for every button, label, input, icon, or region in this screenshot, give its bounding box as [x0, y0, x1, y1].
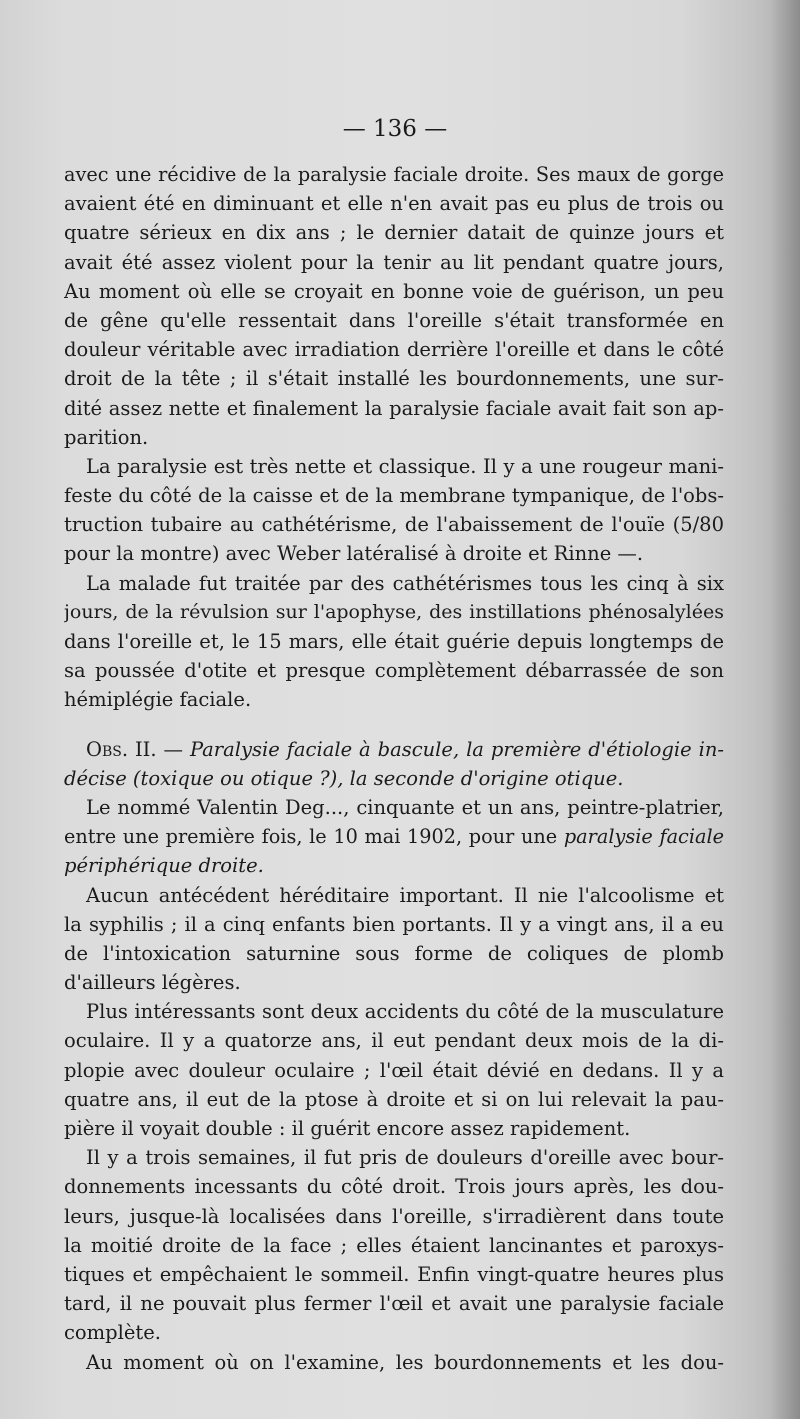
text-line: donnements incessants du côté droit. Trois jours après, les dou-	[64, 1175, 724, 1199]
text-line: quatre sérieux en dix ans ; le dernier datait de quinze jours et	[64, 221, 724, 245]
text-line: leurs, jusque-là localisées dans l'oreille, s'irradièrent dans toute	[64, 1204, 724, 1228]
text-line: tard, il ne pouvait plus fermer l'œil et avait une paralysie faciale	[64, 1292, 724, 1316]
text-line: truction tubaire au cathétérisme, de l'abaissement de l'ouïe (5/80	[64, 513, 724, 537]
text-line: pour la montre) avec Weber latéralisé à droite et Rinne —.	[64, 542, 644, 566]
text-line: d'ailleurs légères.	[64, 971, 241, 995]
observation-dash: —	[156, 737, 190, 761]
text-line: Au moment où elle se croyait en bonne voie de guérison, un peu	[64, 279, 724, 303]
text-line: quatre ans, il eut de la ptose à droite et si on lui relevait la pau-	[64, 1087, 724, 1111]
text-line: la syphilis ; il a cinq enfants bien portants. Il y a vingt ans, il a eu	[64, 912, 724, 936]
text-line: plopie avec douleur oculaire ; l'œil était dévié en dedans. Il y a	[64, 1058, 724, 1082]
text-line: avait été assez violent pour la tenir au lit pendant quatre jours,	[64, 250, 724, 274]
paragraph-gap	[64, 715, 724, 735]
observation-label: Obs. II.	[86, 737, 157, 761]
text-line: tiques et empêchaient le sommeil. Enfin vingt-quatre heures plus	[64, 1262, 724, 1286]
diagnosis-italic: paralysie faciale	[563, 825, 724, 849]
page-number: — 136 —	[342, 116, 448, 142]
text-segment: entre une première fois, le 10 mai 1902, pour une	[64, 825, 564, 849]
observation-title-cont: décise (toxique ou otique ?), la seconde d'origine otique.	[64, 766, 624, 790]
text-line: Aucun antécédent héréditaire important. Il nie l'alcoolisme et	[86, 883, 724, 907]
observation-heading	[64, 735, 724, 764]
observation-title: Paralysie faciale à bascule, la première d'étiologie in-	[189, 737, 724, 761]
text-line: complète.	[64, 1321, 161, 1345]
text-line: de gêne qu'elle ressentait dans l'oreille s'était transformée en	[64, 308, 724, 332]
text-line: avaient été en diminuant et elle n'en avait pas eu plus de trois ou	[64, 192, 724, 216]
text-line: Plus intéressants sont deux accidents du côté de la musculature	[86, 1000, 724, 1024]
text-line: hémiplégie faciale.	[64, 688, 252, 712]
text-line: La paralysie est très nette et classique. Il y a une rougeur mani-	[86, 454, 724, 478]
text-line: dans l'oreille et, le 15 mars, elle était guérie depuis longtemps de	[64, 630, 724, 653]
text-line: La malade fut traitée par des cathétérismes tous les cinq à six	[86, 571, 724, 595]
text-line: de l'intoxication saturnine sous forme de coliques de plomb	[64, 941, 724, 965]
text-line: parition.	[64, 425, 149, 449]
text-line: douleur véritable avec irradiation derrière l'oreille et dans le côté	[64, 338, 724, 362]
text-line: sa poussée d'otite et presque complètement débarrassée de son	[64, 659, 724, 683]
observation-heading-cont	[64, 764, 724, 793]
text-line: droit de la tête ; il s'était installé les bourdonnements, une sur-	[64, 367, 724, 391]
diagnosis-italic-cont: périphérique droite.	[64, 854, 264, 878]
text-line	[64, 822, 724, 851]
text-line: Au moment où on l'examine, les bourdonnements et les dou-	[86, 1350, 724, 1374]
text-line: jours, de la révulsion sur l'apophyse, des instillations phénosalylées	[64, 600, 724, 623]
text-line	[64, 851, 724, 880]
text-line: dité assez nette et finalement la paralysie faciale avait fait son ap-	[64, 396, 724, 420]
text-line: avec une récidive de la paralysie faciale droite. Ses maux de gorge	[64, 163, 724, 186]
text-line: feste du côté de la caisse et de la membrane tympanique, de l'obs-	[64, 484, 724, 508]
body-text	[64, 160, 724, 1377]
text-line: Le nommé Valentin Deg..., cinquante et un ans, peintre-platrier,	[86, 795, 724, 819]
text-line: Il y a trois semaines, il fut pris de douleurs d'oreille avec bour-	[86, 1146, 724, 1170]
text-line: oculaire. Il y a quatorze ans, il eut pendant deux mois de la di-	[64, 1029, 724, 1053]
text-line: pière il voyait double : il guérit encore assez rapidement.	[64, 1117, 631, 1140]
text-line: la moitié droite de la face ; elles étaient lancinantes et paroxys-	[64, 1233, 724, 1257]
